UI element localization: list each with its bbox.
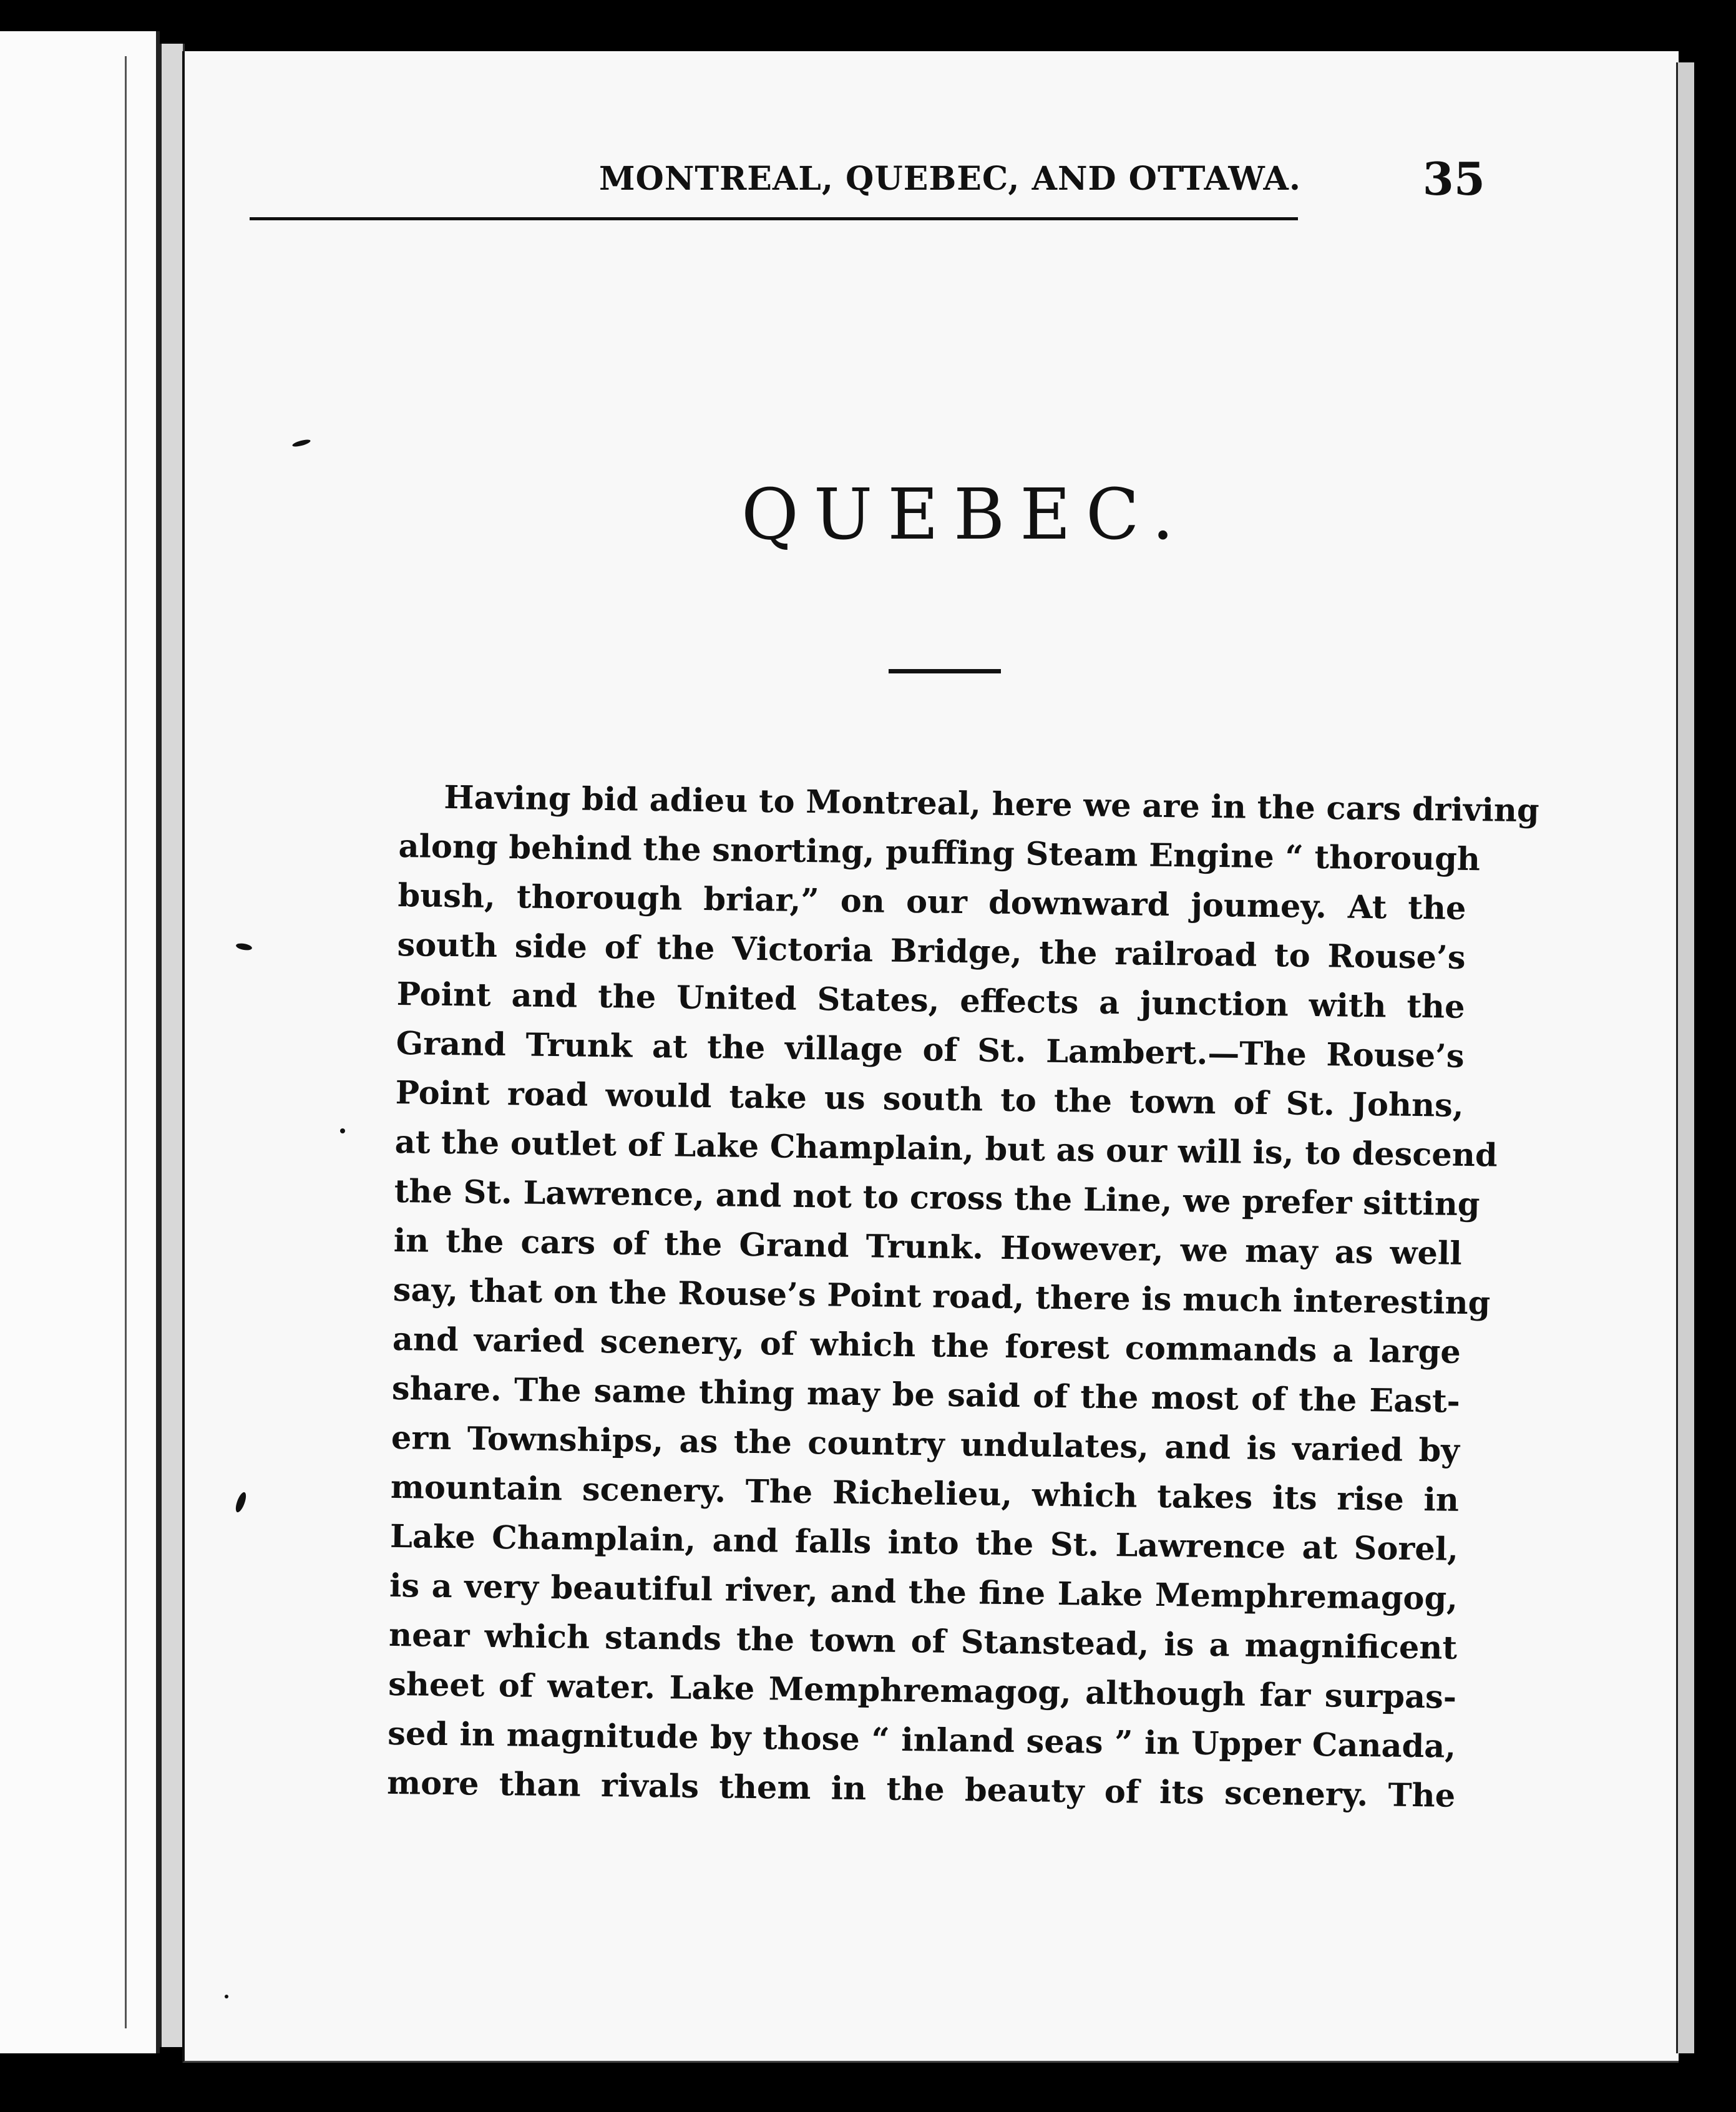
text-line: share. The same thing may be said of the most of the East- xyxy=(391,1369,1461,1420)
book-gutter xyxy=(160,44,185,2047)
body-paragraph xyxy=(386,773,1539,1821)
chapter-title-rule xyxy=(889,669,1001,673)
left-page-fold-line xyxy=(125,56,127,2028)
text-line: near which stands the town of Stanstead, is a magnificent xyxy=(388,1616,1458,1667)
text-line: sed in magnitude by those “ inland seas ” in Upper Canada, xyxy=(387,1714,1456,1766)
running-head xyxy=(250,111,1485,205)
text-line: Having bid adieu to Montreal, here we are in the cars driving xyxy=(444,778,1539,830)
text-line: at the outlet of Lake Champlain, but as our will is, to descend xyxy=(394,1123,1498,1175)
text-line: sheet of water. Lake Memphremagog, although far surpas- xyxy=(388,1665,1457,1716)
text-line: ern Townships, as the country undulates, and is varied by xyxy=(391,1419,1460,1470)
page-number: 35 xyxy=(1422,152,1485,205)
text-line: Grand Trunk at the village of St. Lambert.—The Rouse’s xyxy=(396,1024,1465,1075)
text-line: the St. Lawrence, and not to cross the Line, we prefer sitting xyxy=(394,1172,1480,1224)
text-line: Point and the United States, effects a junction with the xyxy=(396,975,1465,1026)
left-page-edge xyxy=(0,31,160,2053)
scan-border-top xyxy=(0,0,1736,39)
scan-speck xyxy=(340,1128,345,1133)
text-line: bush, thorough briar,” on our downward joumey. At the xyxy=(397,876,1466,927)
text-line: Point road would take us south to the town of St. Johns, xyxy=(395,1073,1464,1125)
right-page-edge xyxy=(1676,62,1694,2053)
text-line: and varied scenery, of which the forest commands a large xyxy=(392,1320,1461,1371)
text-line: south side of the Victoria Bridge, the railroad to Rouse’s xyxy=(397,926,1466,977)
text-line: Lake Champlain, and falls into the St. Lawrence at Sorel, xyxy=(389,1517,1459,1568)
text-line: in the cars of the Grand Trunk. However, we may as well xyxy=(393,1221,1463,1273)
running-head-rule xyxy=(250,217,1298,220)
text-line: more than rivals them in the beauty of its scenery. The xyxy=(386,1764,1456,1815)
scan-speck xyxy=(225,1995,228,1998)
text-line: along behind the snorting, puffing Steam Engine “ thorough xyxy=(398,827,1481,879)
text-line: is a very beautiful river, and the fine Lake Memphremagog, xyxy=(389,1567,1458,1618)
chapter-title: QUEBEC. xyxy=(741,474,1189,555)
text-line: say, that on the Rouse’s Point road, there is much interesting xyxy=(393,1271,1491,1322)
text-line: mountain scenery. The Richelieu, which takes its rise in xyxy=(390,1468,1460,1519)
running-head-title: MONTREAL, QUEBEC, AND OTTAWA. xyxy=(599,160,1301,198)
